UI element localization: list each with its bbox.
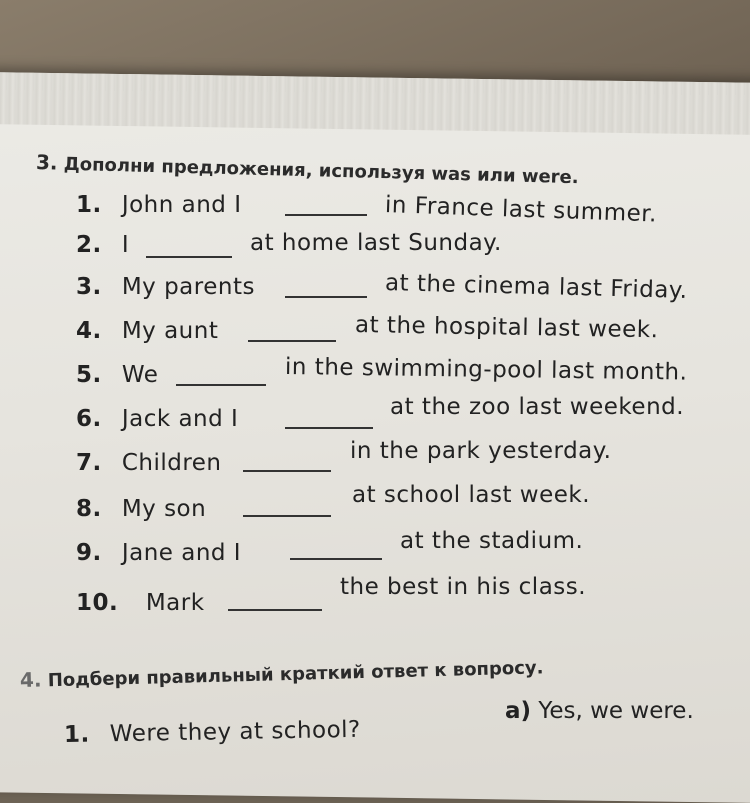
answer-blank-5[interactable] [176, 384, 266, 386]
item-5-predicate: in the swimming-pool last month. [284, 354, 688, 386]
exercise-4-answer-a [505, 698, 694, 724]
item-number: 4. [76, 318, 102, 344]
exercise-4-heading [20, 654, 544, 692]
item-subject: My aunt [121, 318, 219, 344]
exercise-3-item-9 [76, 540, 241, 566]
item-number: 5. [76, 362, 102, 388]
answer-blank-1[interactable] [285, 214, 367, 216]
item-subject: Mark [145, 590, 205, 616]
item-1-predicate: in France last summer. [384, 192, 658, 228]
exercise-3-item-5 [76, 362, 158, 388]
item-6-predicate: at the zoo last weekend. [390, 394, 685, 420]
item-number: 6. [76, 406, 102, 432]
item-number: 9. [76, 540, 102, 566]
answer-text: Yes, we were. [538, 698, 694, 724]
exercise-3-item-8 [76, 496, 206, 522]
exercise-3-item-3 [76, 274, 255, 300]
exercise-4-number: 4. [19, 667, 42, 692]
item-subject: Children [121, 450, 222, 476]
item-8-predicate: at school last week. [352, 482, 591, 508]
exercise-3-instruction: Дополни предложения, используя was или were. [63, 153, 579, 189]
item-subject: Jane and I [121, 540, 242, 566]
item-subject: John and I [121, 192, 242, 218]
answer-blank-7[interactable] [243, 470, 331, 472]
exercise-3-item-4 [76, 318, 218, 344]
item-subject: My parents [121, 274, 255, 300]
exercise-3-number: 3. [35, 150, 58, 175]
item-subject: My son [121, 496, 207, 522]
answer-blank-4[interactable] [248, 340, 336, 342]
answer-blank-2[interactable] [146, 256, 232, 258]
answer-blank-3[interactable] [285, 296, 367, 298]
item-subject: We [121, 362, 159, 388]
answer-letter: a) [505, 698, 532, 724]
question-number: 1. [63, 721, 90, 748]
exercise-3-item-10 [76, 590, 205, 616]
answer-blank-8[interactable] [243, 515, 331, 517]
item-7-predicate: in the park yesterday. [350, 438, 612, 464]
item-subject: Jack and I [121, 406, 239, 432]
item-number: 2. [76, 232, 102, 258]
exercise-3-heading [36, 150, 579, 188]
item-subject: I [121, 232, 130, 258]
item-number: 10. [76, 590, 119, 616]
item-10-predicate: the best in his class. [340, 574, 587, 600]
question-text: Were they at school? [109, 716, 361, 748]
item-number: 3. [76, 274, 102, 300]
item-number: 1. [76, 192, 102, 218]
answer-blank-10[interactable] [228, 609, 322, 611]
item-9-predicate: at the stadium. [400, 528, 584, 554]
answer-blank-6[interactable] [285, 427, 373, 429]
exercise-3-item-6 [76, 406, 238, 432]
exercise-4-question-1 [64, 717, 361, 748]
exercise-3-item-2 [76, 232, 129, 258]
item-number: 8. [76, 496, 102, 522]
exercise-4-instruction: Подбери правильный краткий ответ к вопросу. [47, 657, 544, 692]
item-number: 7. [76, 450, 102, 476]
exercise-3-item-7 [76, 450, 222, 476]
answer-blank-9[interactable] [290, 558, 382, 560]
item-2-predicate: at home last Sunday. [250, 230, 502, 256]
item-4-predicate: at the hospital last week. [354, 312, 659, 344]
exercise-3-item-1 [76, 192, 242, 218]
item-3-predicate: at the cinema last Friday. [384, 270, 688, 304]
